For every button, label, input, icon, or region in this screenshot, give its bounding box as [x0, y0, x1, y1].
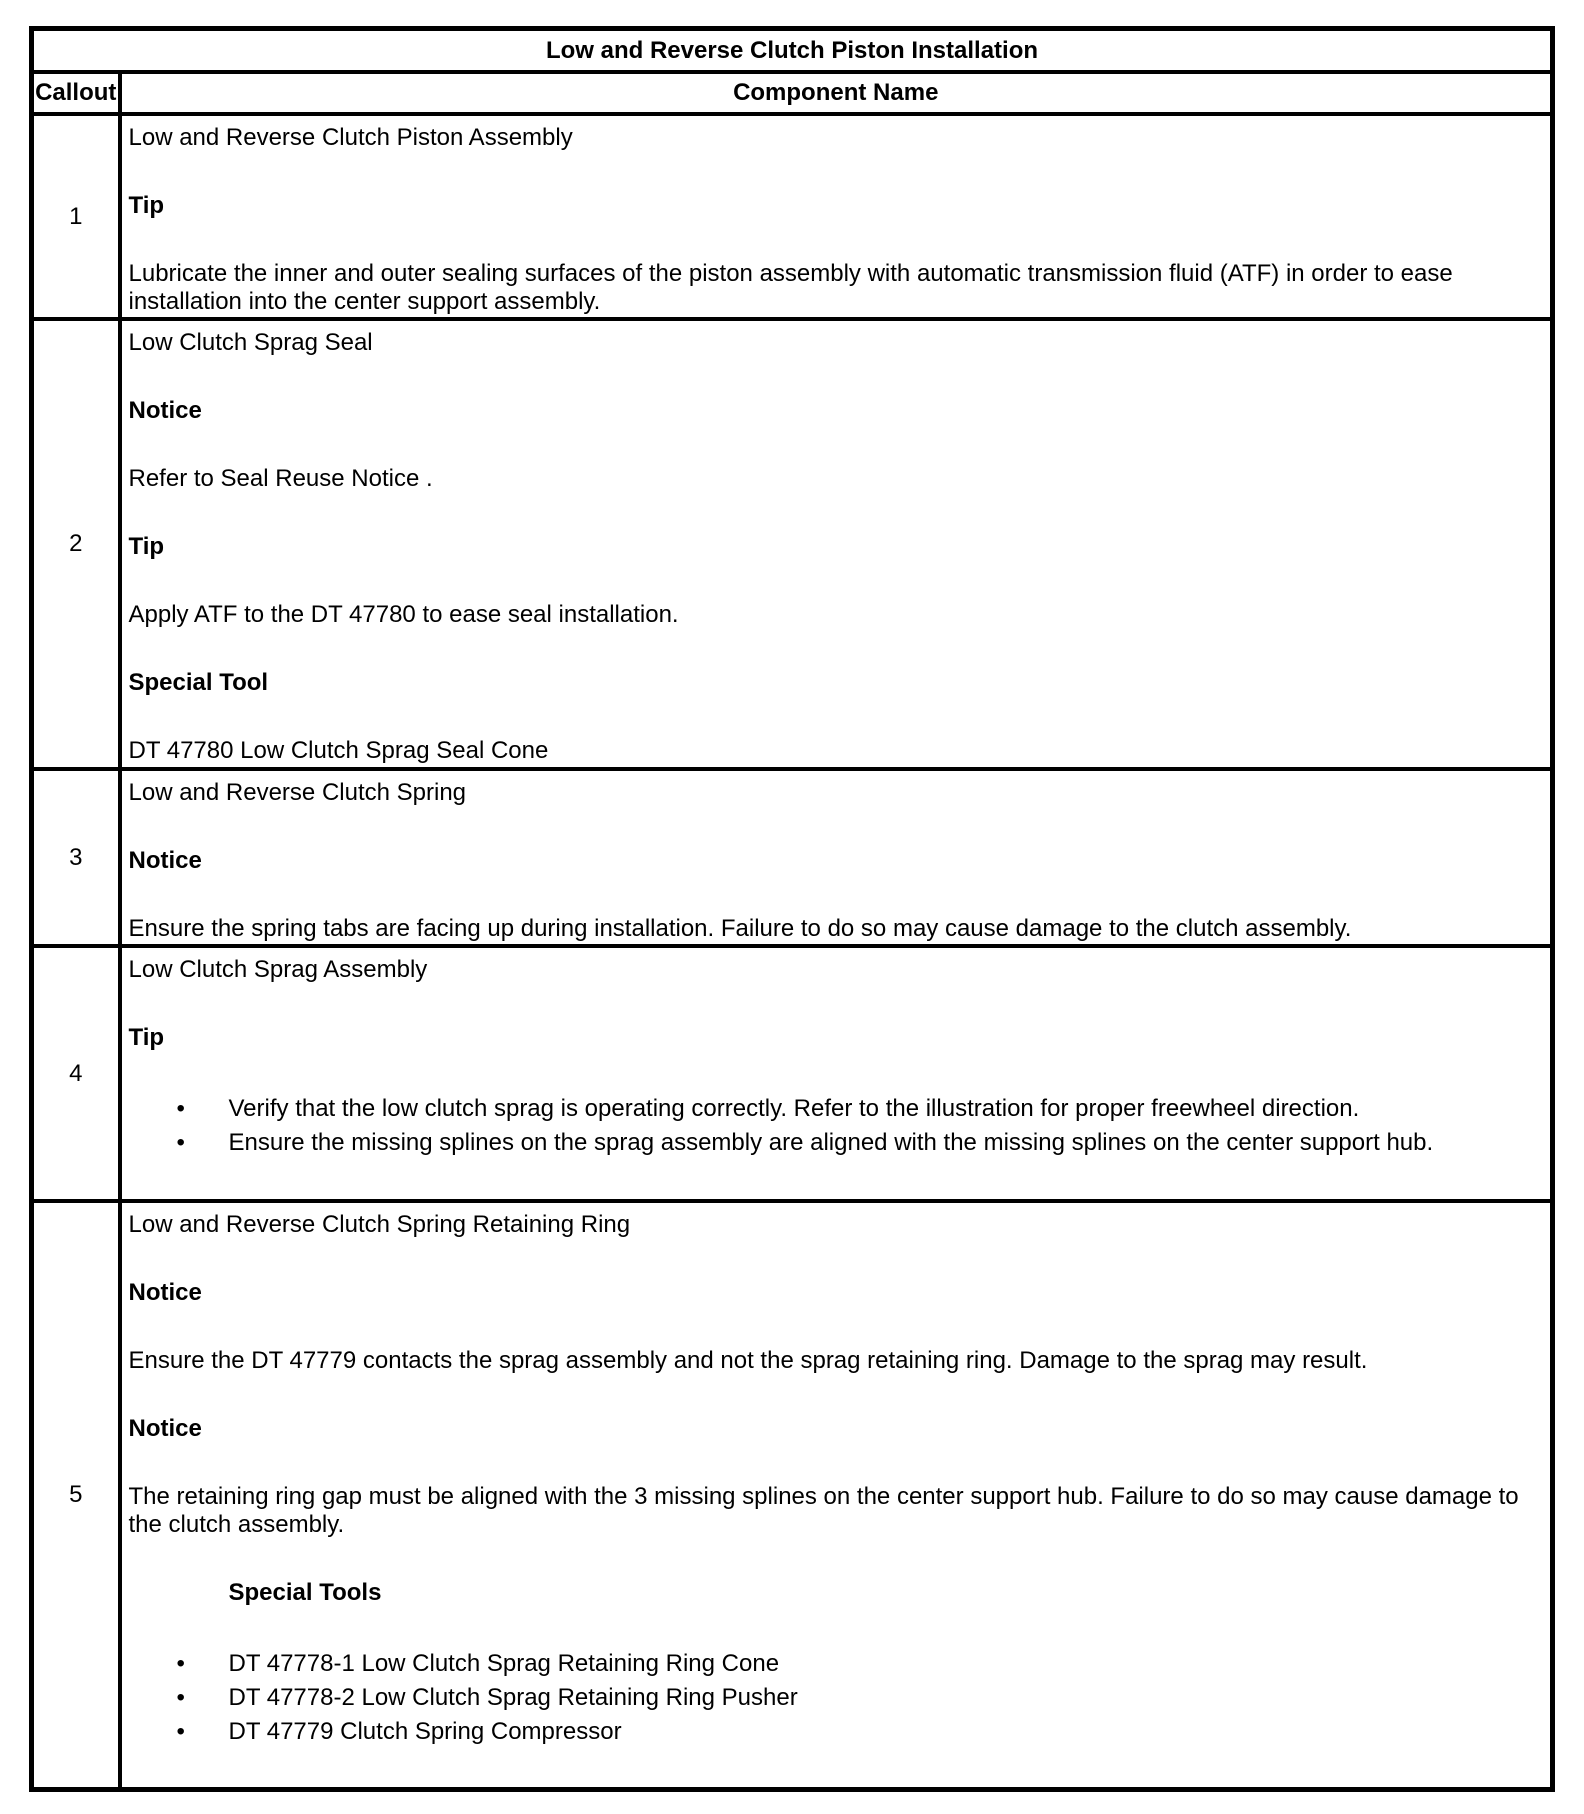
- notice-text: Refer to Seal Reuse Notice .: [128, 465, 433, 492]
- notice-text: Ensure the DT 47779 contacts the sprag assembly and not the sprag retaining ring. Damage to the sprag may result.: [128, 1347, 1368, 1374]
- component-name: Low Clutch Sprag Assembly: [128, 956, 428, 983]
- component-cell: [120, 319, 1553, 769]
- callout-number: 5: [32, 1201, 120, 1790]
- list-item: [129, 1647, 1531, 1681]
- tip-bullet-list: [129, 1092, 1531, 1160]
- tip-label: Tip: [128, 1024, 165, 1051]
- table-row: [32, 114, 1553, 319]
- component-cell: [120, 946, 1553, 1201]
- special-tools-label: Special Tools: [228, 1579, 382, 1606]
- bullet-icon: •: [176, 1650, 185, 1677]
- list-item: [129, 1126, 1531, 1160]
- notice-text: Ensure the spring tabs are facing up during installation. Failure to do so may cause damage to the clutch assembly.: [128, 915, 1352, 942]
- callout-number: 4: [32, 946, 120, 1201]
- component-name: Low and Reverse Clutch Piston Assembly: [128, 124, 573, 151]
- special-tool-text: DT 47780 Low Clutch Sprag Seal Cone: [128, 737, 549, 764]
- callout-number: 1: [32, 114, 120, 319]
- bullet-icon: •: [176, 1684, 185, 1711]
- notice-text: The retaining ring gap must be aligned with the 3 missing splines on the center support hub. Failure to do so may cause damage to the clutch assembly.: [128, 1483, 1519, 1538]
- table-row: [32, 946, 1553, 1201]
- notice-label: Notice: [128, 1279, 202, 1306]
- header-component-name: Component Name: [120, 72, 1553, 114]
- tip-text: Lubricate the inner and outer sealing surfaces of the piston assembly with automatic transmission fluid (ATF) in order to ease installation into the center support assembly.: [128, 260, 1453, 315]
- callout-number: 2: [32, 319, 120, 769]
- list-item: [129, 1092, 1531, 1126]
- bullet-text: DT 47778-1 Low Clutch Sprag Retaining Ring Cone: [228, 1650, 780, 1677]
- component-cell: [120, 114, 1553, 319]
- table-row: [32, 319, 1553, 769]
- component-cell: [120, 769, 1553, 946]
- bullet-text: Ensure the missing splines on the sprag assembly are aligned with the missing splines on the center support hub.: [228, 1129, 1434, 1156]
- document-page: [29, 26, 1555, 1792]
- special-tool-label: Special Tool: [128, 669, 269, 696]
- tip-text: Apply ATF to the DT 47780 to ease seal installation.: [128, 601, 679, 628]
- header-callout: Callout: [32, 72, 120, 114]
- component-name: Low and Reverse Clutch Spring: [128, 779, 467, 806]
- notice-label: Notice: [128, 1415, 202, 1442]
- installation-table: [29, 26, 1555, 1792]
- bullet-icon: •: [176, 1129, 185, 1156]
- tip-label: Tip: [128, 533, 165, 560]
- notice-label: Notice: [128, 847, 202, 874]
- notice-label: Notice: [128, 397, 202, 424]
- callout-number: 3: [32, 769, 120, 946]
- table-title: Low and Reverse Clutch Piston Installation: [32, 29, 1553, 73]
- bullet-icon: •: [176, 1718, 185, 1745]
- bullet-text: DT 47778-2 Low Clutch Sprag Retaining Ring Pusher: [228, 1684, 798, 1711]
- bullet-text: Verify that the low clutch sprag is operating correctly. Refer to the illustration for proper freewheel direction.: [228, 1095, 1360, 1122]
- bullet-text: DT 47779 Clutch Spring Compressor: [228, 1718, 622, 1745]
- component-cell: [120, 1201, 1553, 1790]
- tip-label: Tip: [128, 192, 165, 219]
- table-row: [32, 1201, 1553, 1790]
- list-item: [129, 1681, 1531, 1715]
- component-name: Low and Reverse Clutch Spring Retaining Ring: [128, 1211, 631, 1238]
- table-row: [32, 769, 1553, 946]
- component-name: Low Clutch Sprag Seal: [128, 329, 373, 356]
- list-item: [129, 1715, 1531, 1749]
- special-tools-list: [129, 1647, 1531, 1749]
- bullet-icon: •: [176, 1095, 185, 1122]
